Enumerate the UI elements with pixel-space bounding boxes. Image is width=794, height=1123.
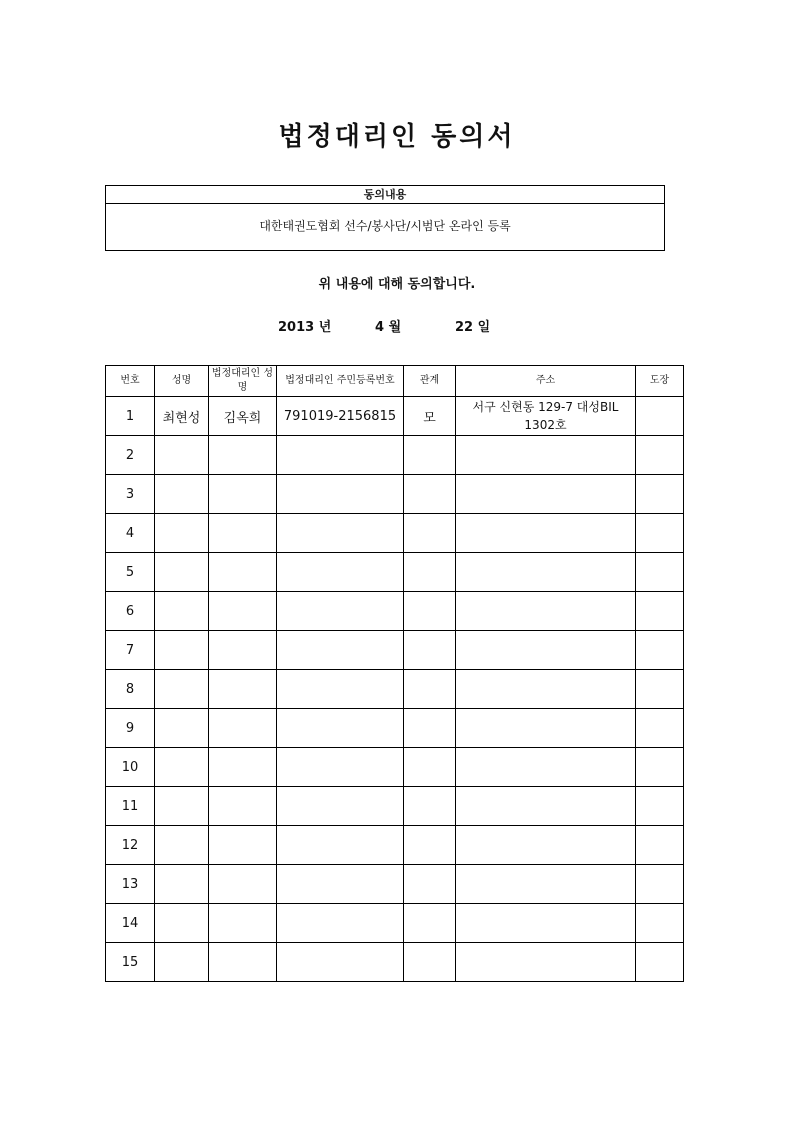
cell-name xyxy=(155,592,209,631)
table-row xyxy=(106,943,684,982)
cell-seal xyxy=(636,904,684,943)
cell-name xyxy=(155,553,209,592)
cell-seal xyxy=(636,553,684,592)
cell-name xyxy=(155,514,209,553)
table-row xyxy=(106,475,684,514)
col-header-guardian-name: 법정대리인 성명 xyxy=(209,366,277,397)
cell-name xyxy=(155,865,209,904)
table-row xyxy=(106,436,684,475)
cell-guardian-id xyxy=(277,748,404,787)
cell-seal xyxy=(636,787,684,826)
cell-guardian-id xyxy=(277,631,404,670)
date-year: 2013 년 xyxy=(278,320,332,335)
table-row xyxy=(106,865,684,904)
cell-number: 9 xyxy=(106,709,155,748)
cell-guardian-name xyxy=(209,592,277,631)
cell-address xyxy=(456,475,636,514)
document-title: 법정대리인 동의서 xyxy=(278,122,516,152)
table-row xyxy=(106,592,684,631)
table-row xyxy=(106,748,684,787)
cell-number: 2 xyxy=(106,436,155,475)
consent-content-box xyxy=(105,185,665,251)
cell-seal xyxy=(636,514,684,553)
table-row xyxy=(106,709,684,748)
cell-address xyxy=(456,592,636,631)
cell-address xyxy=(456,436,636,475)
cell-name: 최현성 xyxy=(155,397,209,436)
col-header-guardian-id: 법정대리인 주민등록번호 xyxy=(277,366,404,397)
cell-number: 6 xyxy=(106,592,155,631)
col-header-number: 번호 xyxy=(106,366,155,397)
cell-relation xyxy=(404,943,456,982)
guardian-table xyxy=(105,365,684,982)
cell-seal xyxy=(636,631,684,670)
cell-guardian-id: 791019-2156815 xyxy=(277,397,404,436)
table-row xyxy=(106,553,684,592)
cell-guardian-id xyxy=(277,904,404,943)
cell-address xyxy=(456,943,636,982)
cell-seal xyxy=(636,397,684,436)
col-header-relation: 관계 xyxy=(404,366,456,397)
cell-guardian-id xyxy=(277,514,404,553)
cell-relation xyxy=(404,670,456,709)
cell-seal xyxy=(636,865,684,904)
cell-guardian-id xyxy=(277,826,404,865)
cell-relation xyxy=(404,865,456,904)
cell-guardian-id xyxy=(277,709,404,748)
cell-seal xyxy=(636,709,684,748)
cell-number: 7 xyxy=(106,631,155,670)
cell-guardian-name xyxy=(209,865,277,904)
cell-number: 5 xyxy=(106,553,155,592)
cell-name xyxy=(155,943,209,982)
cell-guardian-id xyxy=(277,787,404,826)
cell-name xyxy=(155,748,209,787)
cell-number: 10 xyxy=(106,748,155,787)
cell-name xyxy=(155,826,209,865)
cell-relation xyxy=(404,904,456,943)
cell-relation xyxy=(404,826,456,865)
table-header-row xyxy=(106,366,684,397)
cell-guardian-id xyxy=(277,553,404,592)
cell-relation xyxy=(404,709,456,748)
cell-number: 3 xyxy=(106,475,155,514)
cell-relation: 모 xyxy=(404,397,456,436)
cell-number: 15 xyxy=(106,943,155,982)
cell-guardian-name xyxy=(209,631,277,670)
cell-guardian-id xyxy=(277,943,404,982)
cell-number: 4 xyxy=(106,514,155,553)
cell-address xyxy=(456,748,636,787)
cell-guardian-name xyxy=(209,826,277,865)
cell-guardian-name xyxy=(209,475,277,514)
table-row xyxy=(106,904,684,943)
cell-seal xyxy=(636,670,684,709)
table-row xyxy=(106,397,684,436)
cell-name xyxy=(155,904,209,943)
cell-number: 13 xyxy=(106,865,155,904)
cell-seal xyxy=(636,826,684,865)
cell-guardian-name xyxy=(209,709,277,748)
cell-seal xyxy=(636,592,684,631)
cell-number: 14 xyxy=(106,904,155,943)
cell-seal xyxy=(636,436,684,475)
cell-address xyxy=(456,904,636,943)
cell-name xyxy=(155,436,209,475)
cell-guardian-name xyxy=(209,670,277,709)
cell-guardian-id xyxy=(277,436,404,475)
cell-guardian-name xyxy=(209,436,277,475)
date-month: 4 월 xyxy=(375,320,402,335)
cell-guardian-id xyxy=(277,865,404,904)
cell-relation xyxy=(404,475,456,514)
consent-header: 동의내용 xyxy=(106,186,664,204)
table-body xyxy=(106,397,684,982)
cell-address xyxy=(456,787,636,826)
table-row xyxy=(106,514,684,553)
cell-guardian-id xyxy=(277,592,404,631)
cell-guardian-id xyxy=(277,670,404,709)
table-row xyxy=(106,826,684,865)
cell-relation xyxy=(404,553,456,592)
cell-guardian-name xyxy=(209,904,277,943)
cell-relation xyxy=(404,514,456,553)
cell-address xyxy=(456,826,636,865)
cell-relation xyxy=(404,436,456,475)
cell-relation xyxy=(404,748,456,787)
cell-guardian-name xyxy=(209,943,277,982)
cell-address xyxy=(456,865,636,904)
table-row xyxy=(106,631,684,670)
cell-guardian-name xyxy=(209,553,277,592)
cell-seal xyxy=(636,943,684,982)
cell-number: 1 xyxy=(106,397,155,436)
cell-number: 8 xyxy=(106,670,155,709)
table-row xyxy=(106,670,684,709)
cell-number: 11 xyxy=(106,787,155,826)
cell-relation xyxy=(404,592,456,631)
date-day: 22 일 xyxy=(455,320,491,335)
table-row xyxy=(106,787,684,826)
cell-address xyxy=(456,631,636,670)
cell-guardian-name xyxy=(209,787,277,826)
cell-address xyxy=(456,553,636,592)
cell-name xyxy=(155,670,209,709)
cell-address xyxy=(456,514,636,553)
cell-name xyxy=(155,631,209,670)
cell-address xyxy=(456,709,636,748)
consent-body: 대한태권도협회 선수/봉사단/시범단 온라인 등록 xyxy=(259,219,511,233)
col-header-address: 주소 xyxy=(456,366,636,397)
cell-relation xyxy=(404,631,456,670)
agreement-statement: 위 내용에 대해 동의합니다. xyxy=(318,277,476,292)
cell-address: 서구 신현동 129-7 대성BIL 1302호 xyxy=(456,397,636,436)
cell-seal xyxy=(636,748,684,787)
cell-name xyxy=(155,787,209,826)
col-header-name: 성명 xyxy=(155,366,209,397)
cell-guardian-name xyxy=(209,748,277,787)
cell-relation xyxy=(404,787,456,826)
cell-address xyxy=(456,670,636,709)
col-header-seal: 도장 xyxy=(636,366,684,397)
cell-guardian-name: 김옥희 xyxy=(209,397,277,436)
cell-seal xyxy=(636,475,684,514)
cell-guardian-id xyxy=(277,475,404,514)
cell-guardian-name xyxy=(209,514,277,553)
cell-number: 12 xyxy=(106,826,155,865)
cell-name xyxy=(155,709,209,748)
cell-name xyxy=(155,475,209,514)
